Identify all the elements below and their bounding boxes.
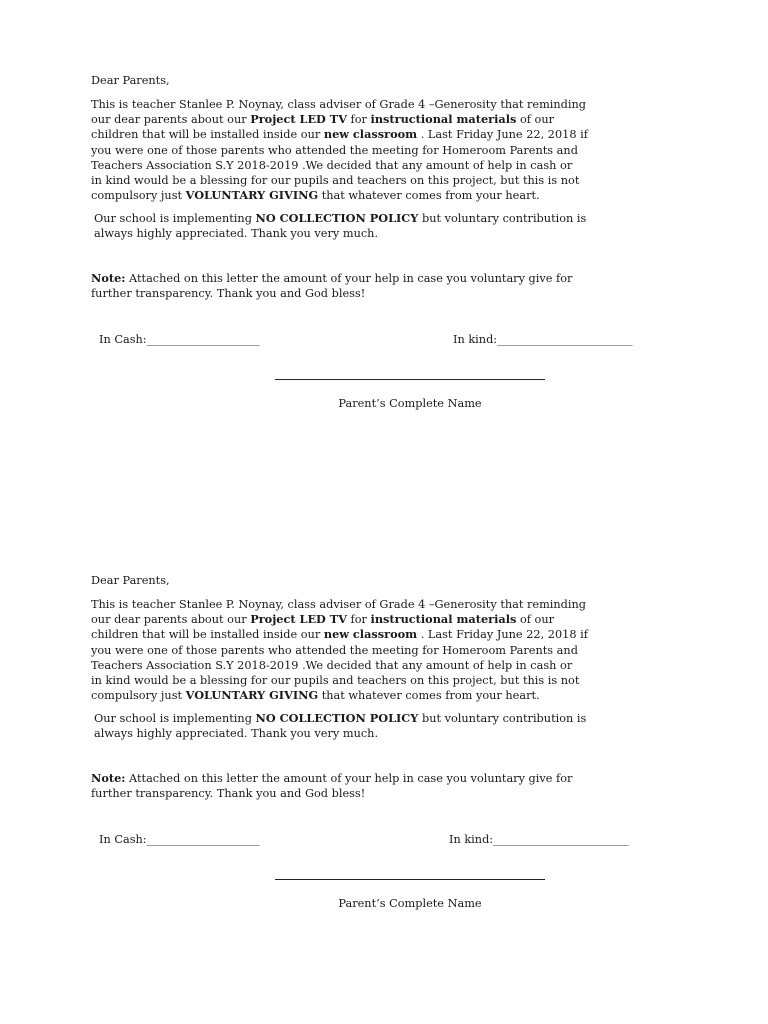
greeting: Dear Parents, — [91, 74, 170, 87]
signature-label: Parent’s Complete Name — [338, 397, 482, 410]
policy-paragraph: Our school is implementing NO COLLECTION POLICY but voluntary contribution is always highly appreciated. Thank you very much. — [94, 211, 587, 241]
bold-voluntary-giving: VOLUNTARY GIVING — [185, 188, 319, 203]
note-paragraph: Note: Attached on this letter the amount of your help in case you voluntary give for further transparency. Thank you and God bless! — [91, 771, 573, 801]
in-cash-field[interactable]: In Cash:____________________ — [99, 333, 260, 346]
body-paragraph: This is teacher Stanlee P. Noynay, class adviser of Grade 4 –Generosity that reminding our dear parents about our Project LED TV for instructional materials of our children that will be installed inside our new classroom . Last Friday June 22, 2018 if you were one of those parents who attended the meeting for Homeroom Parents and Teachers Association S.Y 2018-2019 .We decided that any amount of help in cash or in kind would be a blessing for our pupils and teachers on this project, but this is not compulsory just VOLUNTARY GIVING that whatever comes from your heart. — [91, 98, 588, 203]
bold-voluntary-giving: VOLUNTARY GIVING — [185, 688, 319, 703]
policy-paragraph: Our school is implementing NO COLLECTION POLICY but voluntary contribution is always highly appreciated. Thank you very much. — [94, 711, 587, 741]
letter-top — [0, 0, 768, 430]
note-paragraph: Note: Attached on this letter the amount of your help in case you voluntary give for further transparency. Thank you and God bless! — [91, 271, 573, 301]
body-paragraph: This is teacher Stanlee P. Noynay, class adviser of Grade 4 –Generosity that reminding our dear parents about our Project LED TV for instructional materials of our children that will be installed inside our new classroom . Last Friday June 22, 2018 if you were one of those parents who attended the meeting for Homeroom Parents and Teachers Association S.Y 2018-2019 .We decided that any amount of help in cash or in kind would be a blessing for our pupils and teachers on this project, but this is not compulsory just VOLUNTARY GIVING that whatever comes from your heart. — [91, 598, 588, 703]
bold-no-collection-policy: NO COLLECTION POLICY — [255, 211, 419, 225]
note-label: Note: — [91, 771, 126, 785]
signature-line[interactable] — [275, 879, 545, 880]
greeting: Dear Parents, — [91, 574, 170, 587]
in-cash-field[interactable]: In Cash:____________________ — [99, 833, 260, 846]
signature-label: Parent’s Complete Name — [338, 897, 482, 910]
in-kind-field[interactable]: In kind:________________________ — [449, 833, 629, 846]
in-kind-field[interactable]: In kind:________________________ — [453, 333, 633, 346]
letter-bottom — [0, 500, 768, 930]
note-label: Note: — [91, 271, 126, 285]
bold-new-classroom: new classroom — [323, 627, 418, 642]
bold-no-collection-policy: NO COLLECTION POLICY — [255, 711, 419, 725]
bold-instructional-materials: instructional materials — [370, 112, 517, 127]
bold-instructional-materials: instructional materials — [370, 612, 517, 627]
signature-line[interactable] — [275, 379, 545, 380]
bold-project-led-tv: Project LED TV — [250, 112, 347, 127]
bold-project-led-tv: Project LED TV — [250, 612, 347, 627]
bold-new-classroom: new classroom — [323, 127, 418, 142]
